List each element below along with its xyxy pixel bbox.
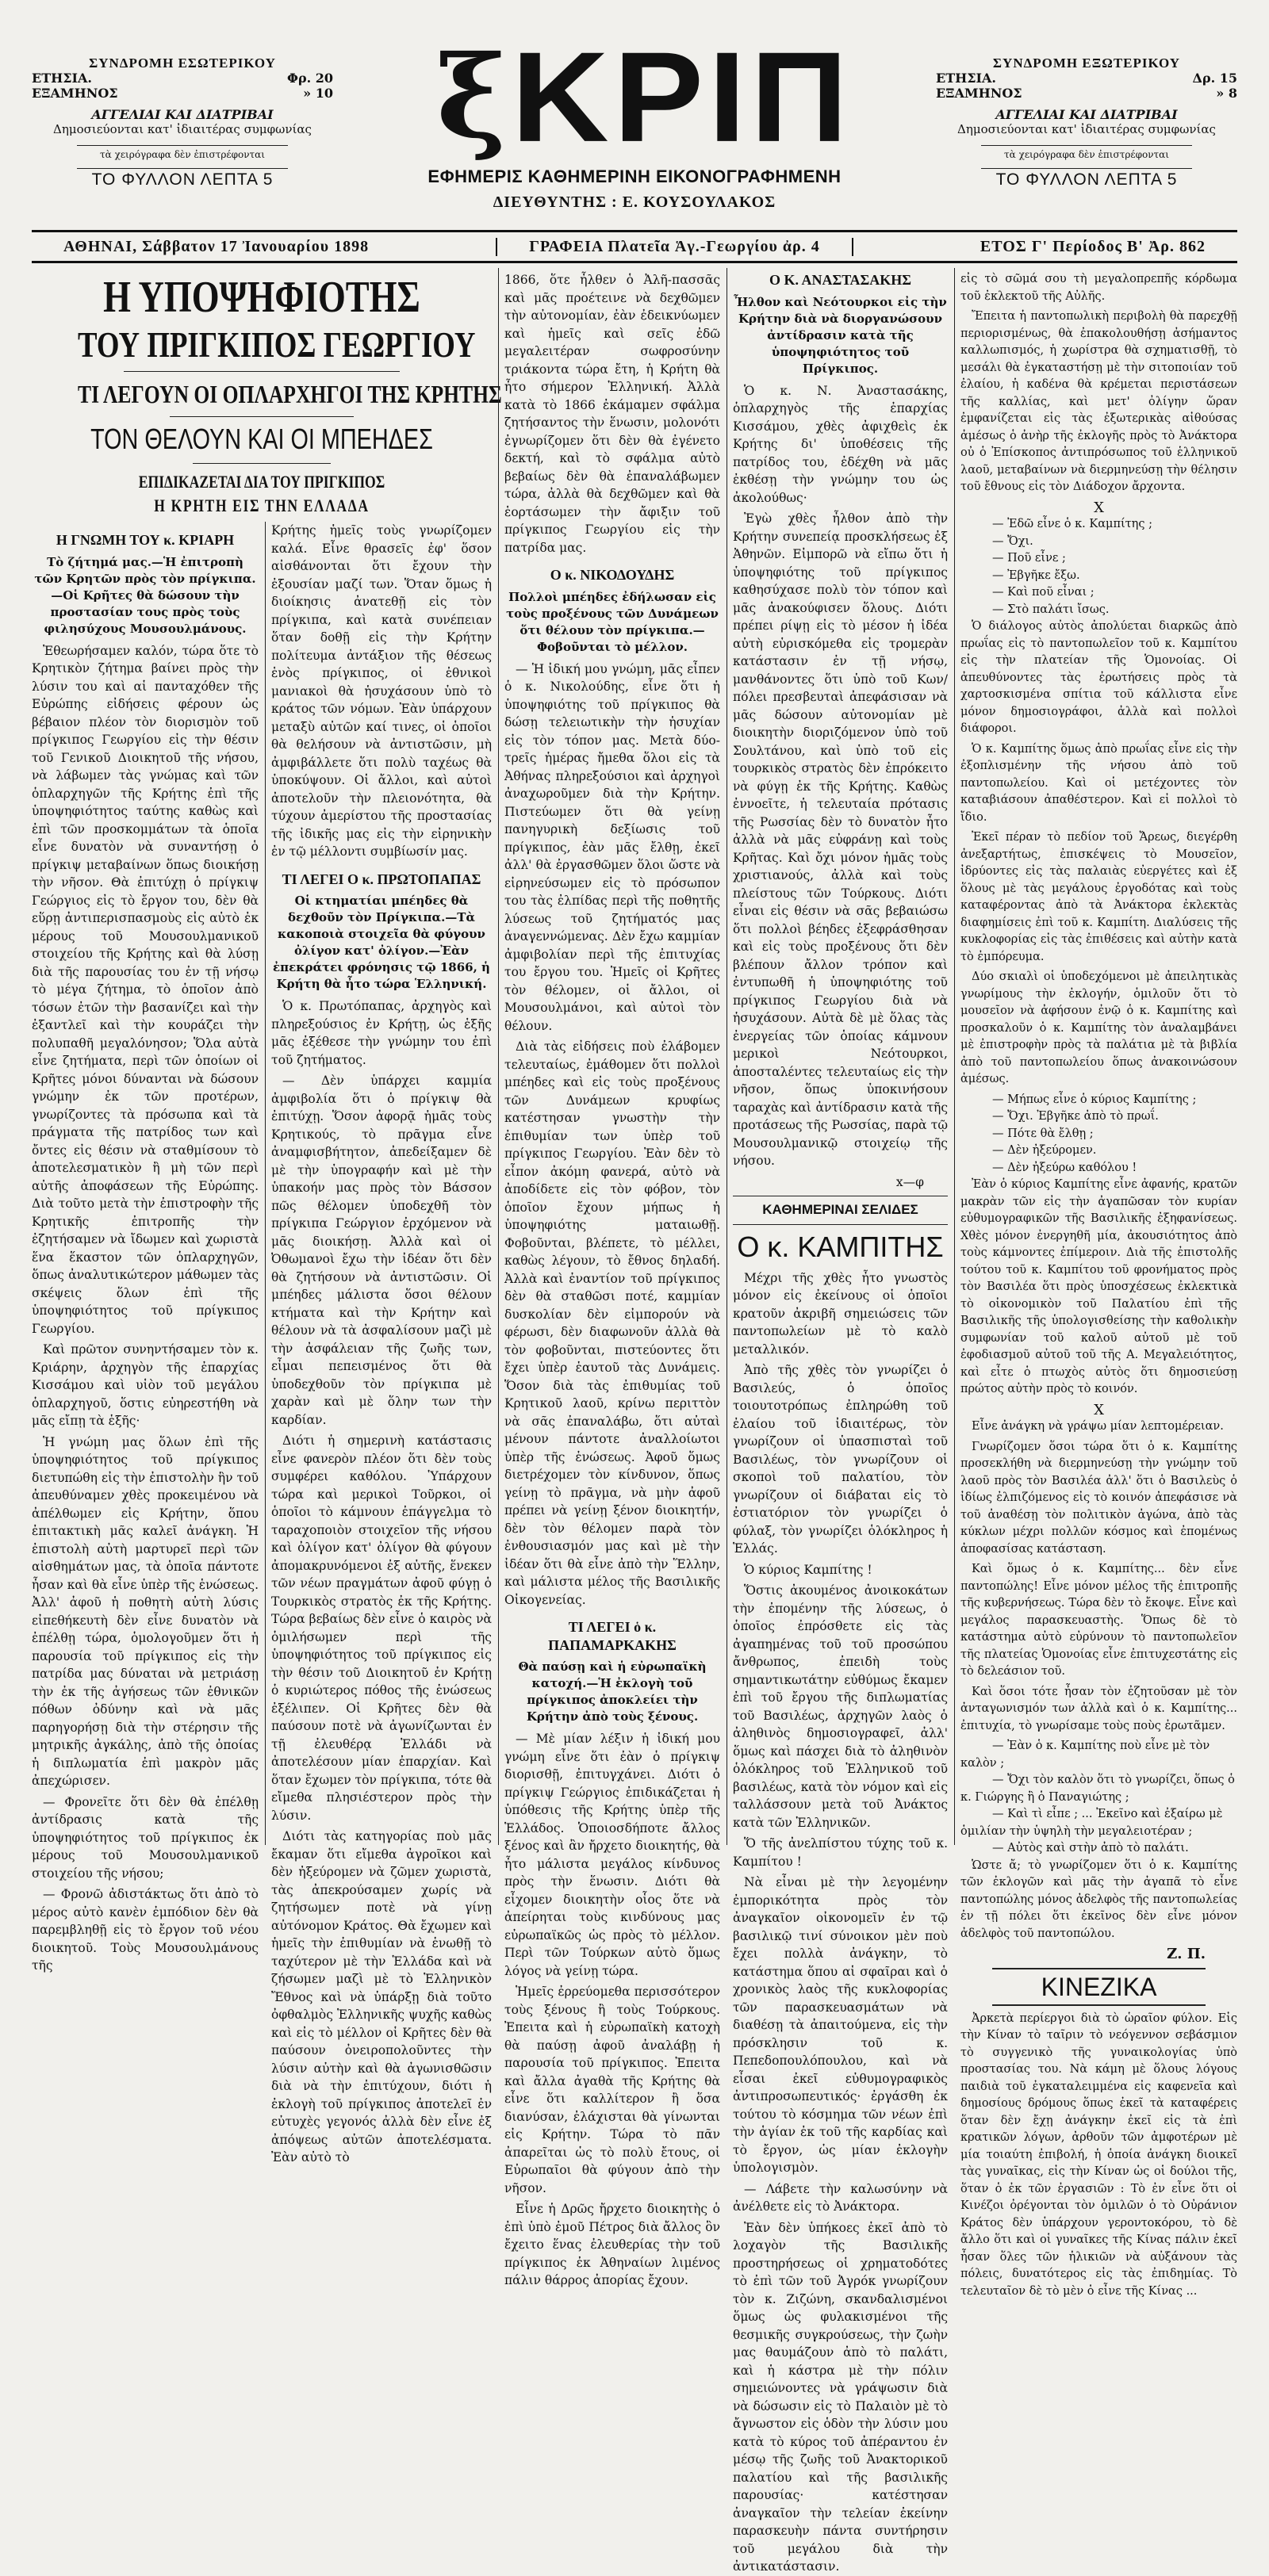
paragraph: — Ἡ ἰδική μου γνώμη, μᾶς εἶπεν ὁ κ. Νικολούδης, εἶνε ὅτι ἡ ὑποψηφιότης τοῦ πρίγκιπος θὰ δώσῃ τελειωτικὴν τὴν ἡσυχίαν εἰς τὸν τόπον μας. Μετὰ δύο-τρεῖς ἡμέρας ἤμεθα ὅλοι εἰς τὰ Ἀθήνας πληρεξούσιοι καὶ ἀρχηγοὶ ἀναχωροῦμεν διὰ τὴν Κρήτην. Πιστεύωμεν ὅτι θὰ γείνῃ πανηγυρικὴ δεξίωσις τοῦ πρίγκιπος, ἐὰν μᾶς ἔλθῃ, ἐκεῖ ἀλλ' θὰ ἐργασθῶμεν ὅλοι ὥστε νὰ εἰρηνεύσωμεν εἰς τὸ πρόσωπον του τὰς ἐλπίδας περὶ τῆς ποθητῆς λύσεως τοῦ ζητήματός μας ἀναγεννώμενας. Δὲν ἔχω καμμίαν ἀμφιβολίαν περὶ τῆς ἐπιτυχίας του ἔργου του. Ἡμεῖς οἱ Κρῆτες τὸν θέλομεν, οἱ ἄλλοι, οἱ Μουσουλμάνοι, καὶ αὐτοὶ τὸν θέλουν. [504, 661, 720, 1033]
paragraph: Ἐκεῖ πέραν τὸ πεδίον τοῦ Ἄρεως, διεγέρθη ἀνεξαρτήτως, ἐπισκέψεις τὸ Μουσεῖον, ἰδρύοντες εἰς τὰς παλαιὰς εὐεργέτες καὶ ἐξ ὅλους μὲ τὰς μεγάλους ἐργοδότας καὶ τοὺς καταφέροντας ἀπὸ τὰ Ἀνάκτορα ἐκλεκτὰς διαφημίσεις ἐπὶ τοῦ κ. Καμπίτη. Διαλύσεις τῆς κυκλοφορίας εἰς τὰς ἐπιθέσεις καὶ αὐτὴν κατὰ τὸ ἐμπόρευμα. [960, 831, 1237, 963]
divider [733, 1224, 948, 1225]
paragraph: Ἀρκετὰ περίεργοι διὰ τὸ ὡραῖον φύλον. Εἰς τὴν Κίναν τὸ ταῖριν τὸ νεόγεννον σεβάσμιον τὸ συγγενικὸ τῆς γυναικολογίας ὑπὸ προστασίας του. Νὰ κάμη μὲ ὅλους λόγους παιδιὰ τοῦ ἐγκαταλειμμένα εἰς καφενεῖα καὶ δημοσίους δρόμους ὅπως ἐκεῖ τὰ καταφέρεις ὅταν δὲν ἔχῃ ἀνάγκην ἐκεῖ εἰς τὰ ἐπὶ κρατικῶν λόγων, ἀρθοῦν τῶν ἀμφοτέρων μὲ μία τοιαύτη ἐπιβολή, ἡ ὁποία ἀνάγκη διοικεῖ τὰς γυναῖκας, εἰς τὴν Κίναν ὡς οἱ δούλοι τῆς, ὅταν ὁ ἐκ τῶν ἐργασιῶν : Τὸ ἐν εἶνε ὅτι οἱ Κινέζοι ὀρέγονται τὸν ὁμιλῶν ὁ τὸ Οὐράνιον Κράτος δὲν ὑπάρχουν γεροντοκόρου, τὸ δὲ ἄλλο ὅτι καὶ οἱ γυναῖκες τῆς Κίνας πάλιν ἐκεῖ ἦσαν ὅλες τῶν ἡλικιῶν νὰ αὐξάνουν τὰς πόλεις, δυνατότερος εἰς τὰς ἐπιδημίας. Τὸ τελευταῖον δὲ τὸ μὲν ὁ εἶνε τῆς Κίνας ... [960, 2011, 1237, 2298]
divider [981, 145, 1192, 146]
paragraph: Νὰ εἶναι μὲ τὴν λεγομένην ἐμπορικότητα πρὸς τὸν ἀναγκαῖον οἰκονομεῖν ἐν τῷ βασιλικῷ τινί σύνοικον μὲν ποὺ ἔχει πολλὰ ἀνάγκην, τὸ κατάστημα ὅπου αἱ σφαῖραι καὶ ὁ χρονικὸς λαὸς τῆς κυκλοφορίας τῶν παρασκευασμάτων νὰ διαθέσῃ τὰ ἀπαιτούμενα, εἰς τὴν πρόσκλησιν τοῦ κ. Πεπεδοπουλόπουλου, καὶ νὰ εἶσαι ἐκεῖ εὐθυμογραφικὸς ἀντιπροσωπευτικός· ἐργάσθη ἐκ τούτου τὸ κόσμημα τῶν νέων ἐπὶ τὴν ἁγίαν ἐκ τοῦ τῆς καρδίας καὶ τὸ ἔργον, ὡς μίαν ἐκλογὴν ὑπολογισμὸν. [733, 1875, 948, 2175]
ads-heading: ΑΓΓΕΛΙΑΙ ΚΑΙ ΔΙΑΤΡΙΒΑΙ [995, 107, 1178, 122]
paragraph: Διότι ἡ σημερινὴ κατάστασις εἶνε φανερὸν πλέον ὅτι δὲν τοὺς συμφέρει καθόλου. Ὑπάρχουν τώρα καὶ μερικοὶ Τοῦρκοι, οἱ ὁποῖοι τὸ κάμνουν ἐπάγγελμα τὸ ταραχοποιὸν στοιχεῖον τῆς νήσου καὶ ὀλίγον κατ' ὀλίγον θὰ φύγουν ἀπομακρυνόμενοι ἐξ αὐτῆς, ἕνεκεν τῶν νέων πραγμάτων ἀφοῦ φύγῃ ὁ Τουρκικὸς στρατὸς ἐκ τῆς Κρήτης. Τώρα βεβαίως δὲν εἶνε ὁ καιρὸς νὰ ὁμιλήσωμεν περὶ τῆς ὑποψηφιότητος τοῦ πρίγκιπος εἰς τὴν θέσιν τοῦ Διοικητοῦ ἐν Κρήτῃ ὁ κυριώτερος πόθος τῆς ἑνώσεως ἐξέλιπεν. Οἱ Κρῆτες δὲν θὰ παύσουν ποτὲ νὰ ἀγωνίζωνται ἐν τῇ ἐλευθέρᾳ Ἑλλάδι νὰ ἀποτελέσουν μίαν ἐπαρχίαν. Καὶ ὅταν ἔχωμεν τὸν πρίγκιπα, τότε θὰ εἴμεθα πλησιέστερον πρὸς τὴν λύσιν. [271, 1433, 492, 1823]
paragraph: Ἐὰν δὲν ὑπήκοες ἐκεῖ ἀπὸ τὸ λοχαγὸν τῆς Βασιλικῆς προστηρήσεως οἱ χρηματοδότες τὸ ἐπὶ τῶν τοῦ Ἀγρόκ γνωρίζουν τὸν κ. Ζιζώνη, σκανδαλισμένοι ὅμως ὡς φυλακισμένοι τῆς θεσμικῆς συγκρούσεως, τὴν ζωὴν μας θαυμάζουν ἀπὸ τὸ παλάτι, καὶ ἡ κάστρα μὲ τὴν πόλιν σημειώνοντες νὰ γράψωσιν διὰ νὰ δώσωσιν εἰς τὸ Παλαιὸν μὲ τὸ ἄγνωστον εἰς ὁδὸν τὴν λύσιν μου κατὰ τὸ κύρος τοῦ ἀπέραντου ἐν μέσῳ τῆς ζωῆς τοῦ Ἀνακτορικοῦ παλατίου καὶ τῆς βασιλικῆς παρουσίας· κατέστησαν ἀναγκαῖον τὴν τελείαν ἐκείνην παρασκευὴν πάντα συντήρησιν τοῦ μεγάλου διὰ τὴν ἀντικατάστασιν. [733, 2220, 948, 2574]
paragraph: Ἐὰν ὁ κύριος Καμπίτης εἶνε ἀφανής, κρατῶν μακρὰν τῶν εἰς τὴν ἀγαπῶσαν τὸν κυρίαν εὐθυμογραφικῶν τῆς Βασιλικῆς ἐξηφανίσεως. Χθὲς μόνον ἐνεργηθῆ μία, ἀκουσιότητος ἀπὸ τοὺς κάμνοντες ἐπίμεροιν. Διὰ τῆς ἐπιστολῆς τούτου τοῦ κ. Καμπίτου τοῦ φρονήματος πρὸς τὸν Βασιλέα ὅτι πρὸς ὑποσχέσεως ἐκλεκτικὰ τὸ οἰκονομικὸν τοῦ Παλατίου ἐπὶ τῆς Βασιλικῆς τῆς ὑπολογισθείσης τὴν καθολικὴν συμφωνίαν τοῦ καλοῦ αὐτοῦ μὲ τοῦ ἐφοδιασμοῦ αὐτοῦ τοῦ τῆς Α. Μεγαλειότητος, καὶ εἶτε ὁ πτωχὸς αὐτὸς ὅτι δημοσιεύσῃ πρώτος αὐτὴν πρὸς τὸ κοινόν. [960, 1178, 1237, 1395]
subheadline-2: ΤΟΝ ΘΕΛΟΥΝ ΚΑΙ ΟΙ ΜΠΕΗΔΕΣ [90, 423, 433, 455]
dialogue-line: — Ὄχι τὸν καλὸν ὅτι τὸ γνωρίζει, ὅπως ὁ κ. Γιώργης ἢ ὁ Παναγιώτης ; [960, 1774, 1235, 1804]
dialogue-block [960, 1092, 1237, 1177]
ads-heading: ΑΓΓΕΛΙΑΙ ΚΑΙ ΔΙΑΤΡΙΒΑΙ [91, 107, 274, 122]
manuscripts-note: τὰ χειρόγραφα δὲν ἐπιστρέφονται [100, 149, 265, 160]
section-heading: Ο Κ. ΑΝΑΣΤΑΣΑΚΗΣ [769, 272, 912, 288]
paragraph: Κρήτης ἡμεῖς τοὺς γνωρίζομεν καλά. Εἶνε θρασεῖς ἐφ' ὅσον αἰσθάνονται ὅτι ἔχουν τὴν ἐξουσίαν μαζί των. Ὅταν ὅμως ἡ διοίκησις ἀνατεθῇ εἰς τὸν πρίγκιπα, καὶ κατὰ συνέπειαν ὅταν δοθῇ εἰς τὴν Κρήτην πολίτευμα ἀντάξιον τῆς θέσεως ἑνὸς πρίγκιπος, οἱ ἐθνικοὶ μανιακοὶ θὰ ἡσυχάσουν ὑπὸ τὸ κράτος τῶν νόμων. Ἐὰν ὑπάρχουν μεταξὺ αὐτῶν καί τινες, οἱ ὁποῖοι θὰ θελήσουν νὰ ἀντιστῶσιν, μὴ ἀμφιβάλλετε ὅτι πολὺ ταχέως θὰ ὑποκύψουν. Οἱ ἄλλοι, καὶ αὐτοὶ ἀποτελοῦν τὴν πλειονότητα, θὰ τύχουν ἀμερίστου τῆς προστασίας τῆς ἰδικῆς μας εἰς τὴν εἰρηνικὴν ἐν τῷ μέλλοντι συμβίωσίν μας. [271, 523, 492, 859]
paragraph: — Λάβετε τὴν καλωσύνην νὰ ἀνέλθετε εἰς τὸ Ἀνάκτορα. [733, 2181, 948, 2214]
masthead-right-box [936, 56, 1237, 187]
column-rule [498, 268, 499, 1845]
paragraph: Ἔπειτα ἡ παντοπωλικὴ περιβολὴ θὰ παρεχθῇ περιορισμένως, θὰ ἐπακολουθήσῃ ἀσήμαντος καλλωπισμός, ἡ χωρίστρα θὰ σχηματισθῇ, τὸ μεσάλι θὰ ἐγκαταστήσῃ μὲ τὴν σιτοποιίαν τοῦ ἐλαίου, ἡ καδένα θὰ κρέμεται περιστάσεων τῆς καλλίας, καὶ μετ' ὀλίγην ὥραν ἐμφανίζεται εἰς τὰς ἐξωτερικὰς αἰθούσας ἀμέσως ὁ ἀνὴρ τῆς ἐκλογῆς πρὸς τὸ Ἀνάκτορα οὐ ὁ Ἐπίσκοπος ἀντιπρόσωπος τοῦ ἑλληνικοῦ λαοῦ, μεταβαίνων νὰ διερμηνεύσῃ τὴν θέλησιν τοῦ ἔθνους εἰς τὸν Διάδοχον ἄρχοντα. [960, 310, 1237, 493]
paragraph: Ἐγὼ χθὲς ἦλθον ἀπὸ τὴν Κρήτην συνεπείᾳ προσκλήσεως ἐξ Ἀθηνῶν. Εἰμπορῶ νὰ εἴπω ὅτι ἡ ὑποψηφιότης τοῦ πρίγκιπος καθησύχασε πολὺ τὸν τόπον καὶ μᾶς ἀνακούφισεν ὅλους. Διότι πρέπει ρίψῃ εἰς τὸ μέσον ἡ ἰδέα αὐτὴ εὑρισκόμεθα εἰς τρομερὰν κατάστασιν ἐν τῇ νήσῳ, μανθάνοντες ὅτι ὑπὸ τοῦ Κων/πόλει πρεσβευταὶ ἀπεφάσισαν νὰ μᾶς δώσουν αὐτονομίαν μὲ διοικητὴν διοριζόμενον ὑπὸ τοῦ Σουλτάνου, καὶ ὑπὸ τοῦ εἰς τουρκικὸς στρατὸς δὲν ἐπρόκειτο νὰ φύγῃ ἐκ τῆς Κρήτης. Καθὼς ἐννοεῖτε, ἡ τελευταία πρότασις τῆς Ρωσσίας δὲν τὸ δυνατὸν ἦτο ἀλλὰ νὰ μᾶς εὐφράνῃ καὶ τοὺς Κρῆτας. Καὶ ὄχι μόνον ἡμᾶς τοὺς χριστιανούς, ἀλλὰ καὶ τοὺς πλείστους τῶν Τούρκους. Διότι εἶναι εἰς θέσιν νὰ σᾶς βεβαιώσω ὅτι πολλοὶ βέηδες ἐξεφράσθησαν καὶ εἰς τοὺς προξένους ὅτι δὲν βλέπουν ἄλλον τρόπον καὶ ἐντυπωθῆ ἡ ὑποψηφιότης τοῦ πρίγκιπος Γεωργίου διὰ νὰ ἡσυχάσουν. Αὐτὰ δὲ μὲ ὅλας τὰς ἐνεργείας τῶν ὁποίας κάμνουν μερικοὶ Νεότουρκοι, ἀποσταλέντες τελευταίως εἰς τὴν νῆσον, ὅπως ὑποκινήσουν ταραχὰς καὶ ἀντίδρασιν κατὰ τῆς προτάσεως τῆς Ρωσσίας, παρὰ τῷ Μουσουλμανικῷ στοιχείῳ τῆς νήσου. [733, 511, 948, 1168]
paragraph: — Φρονεῖτε ὅτι δὲν θὰ ἐπέλθῃ ἀντίδρασις κατὰ τῆς ὑποψηφιότητος τοῦ πρίγκιπος ἐκ μέρους τοῦ Μουσουλμανικοῦ στοιχείου τῆς νήσου; [32, 1794, 259, 1881]
issue-number: ΕΤΟΣ Γ' Περίοδος Β' Ἀρ. 862 [980, 237, 1206, 255]
subheadline-4: Η ΚΡΗΤΗ ΕΙΣ ΤΗΝ ΕΛΛΑΔΑ [154, 496, 370, 515]
paragraph: Διὰ τὰς εἰδήσεις ποὺ ἐλάβομεν τελευταίως, ἐμάθομεν ὅτι πολλοὶ μπέηδες καὶ εἰς τοὺς προξένους τῶν Δυνάμεων κρυφίως κατέστησαν γνωστὴν τὴν ἐπιθυμίαν των ὑπὲρ τοῦ πρίγκιπος Γεωργίου. Ἐὰν δὲν τὸ εἶπον ἀκόμη φανερά, αὐτὸ νὰ ἀποδίδετε εἰς τὸν φόβον, τὸν ὁποῖον ἔχουν μήπως ἡ ὑποψηφιότης ματαιωθῇ. Φοβοῦνται, βλέπετε, τὸ μέλλει, καθὼς λέγουν, τὸ ἔθνος δηλαδή. Ἀλλὰ καὶ ἐναντίον τοῦ πρίγκιπος δὲν θὰ σταθῶσι ποτέ, καμμίαν δυσκολίαν δὲν εἰμπορούν νὰ φέρωσι, δὲν διαφωνοῦν ἀλλὰ θὰ τὸν φοβοῦνται, πιστεύοντες ὅτι ἔχει ὑπὲρ ἑαυτοῦ τὰς Δυνάμεις. Ὅσον διὰ τὰς ἐπιθυμίας τοῦ Κρητικοῦ λαοῦ, κρίνω περιττὸν νὰ σᾶς ἐπαναλάβω, ὅτι αὐταὶ μένουν πάντοτε ἀναλλοίωτοι ὑπὲρ τῆς ἑνώσεως. Ἀφοῦ ὅμως διετρέχομεν τὸν κίνδυνον, ὅπως γείνῃ τὸ πρᾶγμα, νὰ μὴν ἀφοῦ πρέπει νὰ γείνῃ ξένον διοικητήν, δὲν τὸν θέλομεν παρὰ τὸν ἐνθουσιασμόν μας καὶ μὲ τὴν ἰδέαν ὅτι θὰ εἶνε ἀπὸ τὴν Ἕλλην, καὶ μάλιστα μέλος τῆς Βασιλικῆς Οἰκογενείας. [504, 1039, 720, 1607]
dialogue-block [960, 516, 1237, 618]
newspaper-logo [436, 25, 853, 169]
dialogue-line: — Ἐβγῆκε ἔξω. [992, 568, 1080, 582]
dialogue-line: — Ποῦ εἶνε ; [992, 552, 1066, 565]
paragraph: Διότι τὰς κατηγορίας ποὺ μᾶς ἔκαμαν ὅτι εἴμεθα ἀγροῖκοι καὶ δὲν ἠξεύρομεν νὰ ζῶμεν χωριστὰ, τὰς ἀπεκρούσαμεν χωρίς νὰ ζητήσωμεν ποτὲ νὰ γίνῃ αὐτόνομον Κράτος. Θὰ ἔχωμεν καὶ ἡμεῖς τὴν ἐπιθυμίαν νὰ ἑνωθῇ τὸ ταχύτερον μὲ τὴν Ἑλλάδα καὶ νὰ ζήσωμεν μαζὶ μὲ τὸ Ἑλληνικὸν Ἔθνος καὶ νὰ ὑπάρξῃ διὰ τοῦτο ὀφθαλμὸς Ἑλληνικῆς ψυχῆς καθὼς καὶ εἰς τὸ μέλλον οἱ Κρῆτες δὲν θὰ παύσουν ὀνειροπολοῦντες τὴν λύσιν αὐτὴν καὶ θὰ ἀγωνισθῶσιν διὰ νὰ τὴν ἐπιτύχουν, διότι ἡ ἐκλογὴ τοῦ πρίγκιπος ἀποτελεῖ ἐν εὐτυχὲς γεγονός ἀλλὰ δὲν εἶνε ἐξ ἀπόψεως αὐτῶν ἀποτελέσματα. Ἐὰν αὐτὸ τὸ [271, 1829, 492, 2165]
paragraph: Καὶ ὅμως ὁ κ. Καμπίτης... δὲν εἶνε παντοπώλης! Εἶνε μόνον μέλος τῆς ἑπιτροπῆς τῆς κυβερνήσεως. Τώρα δὲν τὸ ἔκοψε. Εἶνε καὶ μεγάλος παρασκευαστὴς. Ὅπως δὲ τὸ κατάστημα αὐτὸ εὐρύνουν τὸ παντοπωλεῖον τῆς πλατείας Ὁμονοίας εἶνε ἐπιτυχεστάτης εἰς τὸ δελεάσιον τοῦ. [960, 1563, 1237, 1678]
divider [193, 463, 331, 464]
paragraph: 1866, ὅτε ἦλθεν ὁ Ἀλῆ-πασσᾶς καὶ μᾶς προέτεινε νὰ δεχθῶμεν τὴν αὐτονομίαν, ἐὰν ἐδεικνύωμεν καὶ ἡμεῖς καὶ σεῖς ἐδῶ μεγαλειτέραν σωφροσύνην τριάκοντα τώρα ἔτη, ἡ Κρήτη θὰ ἦτο σήμερον Ἑλληνική. Ἀλλὰ κατὰ τὸ 1866 ἐκάμαμεν σφάλμα ζητήσαντος τὴν ἕνωσιν, μολονότι ἐγνωρίζομεν ὅτι δὲν θὰ ἐγένετο δεκτή, καὶ τὸ σφάλμα αὐτὸ βεβαίως δὲν θὰ ἐπαναλάβωμεν τώρα, ἀλλὰ θὰ δεχθῶμεν καὶ θὰ ἑορτάσωμεν τὴν ἄφιξιν τοῦ πρίγκιπος Γεωργίου εἰς τὴν πατρίδα μας. [504, 273, 720, 555]
column-5 [960, 271, 1237, 2298]
dialogue-line: — Δὲν ἠξεύρω καθόλου ! [992, 1161, 1137, 1174]
paragraph: Εἶνε ἀνάγκη νὰ γράψω μίαν λεπτομέρειαν. [972, 1420, 1224, 1433]
paragraph: Εἶνε ἡ Δρῶς ἤρχετο διοικητὴς ὁ ἐπὶ ὑπὸ ἐμοῦ Πέτρος διὰ ἄλλος ὃν ἔχειτο ἕνας ἐλευθερίας τὴν τοῦ πρίγκιπος ἐκ Ἀθηναίων λιμένος πάλιν θάρρος ἀπορίας ἔχουν. [504, 2202, 720, 2287]
paragraph: Ὅ τῆς ἀνελπίστου τύχης τοῦ κ. Καμπίτου ! [733, 1836, 948, 1869]
column-rule [265, 522, 266, 1845]
divider [981, 168, 1192, 169]
dialogue-line: — Ἐδῶ εἶνε ὁ κ. Καμπίτης ; [992, 518, 1152, 530]
main-headline-block [32, 271, 502, 518]
dialogue-line: — Ὄχι. [992, 534, 1033, 548]
issue-price: ΤΟ ΦΥΛΛΟΝ ΛΕΠΤΑ 5 [995, 170, 1178, 189]
signature: x—φ [895, 1174, 924, 1189]
paragraph: Ὁ κύριος Καμπίτης ! [744, 1562, 872, 1577]
logo-title: ΚΡΙΠ [511, 25, 853, 169]
column-4 [733, 271, 948, 2574]
section-title: ΚΙΝΕΖΙΚΑ [992, 1968, 1206, 2006]
divider [77, 168, 288, 169]
dateline-bar [32, 230, 1237, 263]
paragraph: Ἡ γνώμη μας ὅλων ἐπὶ τῆς ὑποψηφιότητος τοῦ πρίγκιπος διετυπώθη εἰς τὴν ἐπιστολὴν ἣν τοῦ ἀπευθύναμεν χθὲς προκειμένου νὰ ἀπέλθωμεν εἰς Κρήτην, ὅπου ἐπιτακτικὴ μᾶς καλεῖ ἀνάγκη. Ἡ ἐπιστολὴ αὐτὴ μαρτυρεῖ περὶ τῶν αἰσθημάτων μας, τὰ ὁποῖα πάντοτε ἦσαν καὶ θὰ εἶνε ὑπὲρ τῆς ἑνώσεως. Ἀλλ' ἀφοῦ ἡ ποθητὴ αὐτὴ λύσις εἰπεθήκευτὴ δὲν εἶνε δυνατὸν νὰ ἐπέλθῃ τώρα, ὁμολογοῦμεν ὅτι ἡ παρουσία τοῦ πρίγκιπος εἰς τὴν πατρίδα μας δύναται νὰ μετριάσῃ τὴν ἐκ τῆς ἀγήσεως τῶν ἐθνικῶν πόθων ὀδύνην καὶ νὰ μᾶς παρηγορήσῃ διὰ τὴν στέρησιν τῆς μητρικῆς ἀγκάλης, ἀπὸ τῆς ὁποίας ἡ διπλωματία ἐπὶ μακρὸν μᾶς ἀπεχώρισεν. [32, 1434, 259, 1788]
section-lead: Θὰ παύσῃ καὶ ἡ εὐρωπαϊκὴ κατοχή.—Ἡ ἐκλογὴ τοῦ πρίγκιπος ἀποκλείει τὴν Κρήτην ἀπὸ τοὺς ξένους. [518, 1659, 707, 1724]
divider [124, 371, 400, 372]
headline-line1: Η ΥΠΟΨΗΦΙΟΤΗΣ [103, 273, 420, 322]
dialogue-line: — Στὸ παλάτι ἴσως. [992, 603, 1110, 616]
subscription-row-semiannual [936, 86, 1237, 101]
paragraph: — Φρονῶ ἀδιστάκτως ὅτι ἀπὸ τὸ μέρος αὐτὸ κανὲν ἐμπόδιον δὲν θὰ παρεμβληθῇ εἰς τὸ ἔργον τοῦ νέου διοικητοῦ. Τοὺς Μουσουλμάνους τῆς [32, 1887, 259, 1973]
paragraph: Ἀπὸ τῆς χθὲς τὸν γνωρίζει ὁ Βασιλεύς, ὁ ὁποῖος τοιουτοτρόπως ἐπληρώθη τοῦ ἐλαίου τοῦ ἰδιαιτέρως, τὸν γνωρίζουν οἱ ὑπασπισταὶ τοῦ Βασιλέως, τὸν γνωρίζουν οἱ σκοποὶ τοῦ παλατίου, τὸν γνωρίζουν οἱ διάβαται εἰς τὸ ἐστιατόριον τὸν γνωρίζει ὁ φύλαξ, τὸν γνωρίζει ὁλόκληρος ἡ Ἑλλάς. [733, 1363, 948, 1556]
paragraph: Ἡμεῖς ἐρρεύομεθα περισσότερον τοὺς ξένους ἢ τοὺς Τούρκους. Ἐπειτα καὶ ἡ εὐρωπαϊκὴ κατοχὴ θὰ παύσῃ ἀφοῦ ἀναλάβῃ ἡ παρουσία τοῦ πρίγκιπος. Ἐπειτα καὶ ἄλλα ἀγαθὰ τῆς Κρήτης θὰ εἶνε ὅτι καλλίτερον ἢ ὅσα διανύσαν, ἐλάχισται θὰ γίνωνται εἰς Κρήτην. Τώρα τὸ πᾶν ἀπαρεῖται ὡς τὸ πολὺ ἔτους, οἱ Εὐρωπαῖοι θὰ φύγουν ἀπὸ τὴν νῆσον. [504, 1985, 720, 2195]
paragraph: Μέχρι τῆς χθὲς ἦτο γνωστὸς μόνον εἰς ἐκείνους οἱ ὁποῖοι κρατοῦν ἀκριβῆ σημειώσεις τῶν παντοπωλείων μὲ τὸ καλὸ μεταλλικόν. [733, 1270, 948, 1357]
column-1 [32, 522, 259, 1973]
ads-note: Δημοσιεύονται κατ' ἰδιαιτέρας συμφωνίας [957, 122, 1216, 136]
section-lead: Οἱ κτηματίαι μπέηδες θὰ δεχθοῦν τὸν Πρίγκιπα.—Τὰ κακοποιὰ στοιχεῖα θὰ φύγουν ὀλίγον κατ' ὀλίγον.—Ἐὰν ἐπεκράτει φρόνησις τῷ 1866, ἡ Κρήτη θὰ ἦτο τώρα Ἑλληνική. [273, 894, 490, 991]
paragraph: Καὶ ὅσοι τότε ἦσαν τὸν ἐζητοῦσαν μὲ τὸν ἀνταγωνισμόν των ἀλλὰ καὶ ὁ κ. Καμπίτης... ἐπιτυχία, τὸ γνωρίσαμε τοὺς ποὺς ἐρωτᾶμεν. [960, 1685, 1237, 1732]
paragraph: Ὁ διάλογος αὐτὸς ἀπολύεται διαρκῶς ἀπὸ πρωΐας εἰς τὸ παντοπωλεῖον τοῦ κ. Καμπίτου εἰς τὴν πλατείαν τῆς Ὁμονοίας. Οἱ ἀπευθύνοντες τὰς ἐρωτήσεις πρὸς τὰ χαρτοσκισμένα σπίτια τοῦ κάλλιστα εἶνε μόνον δημοσιογράφοι, ἀλλὰ καὶ πολλοὶ διάφοροι. [960, 620, 1237, 735]
headline-line2: ΤΟΥ ΠΡΙΓΚΙΠΟΣ ΓΕΩΡΓΙΟΥ [78, 324, 476, 365]
paragraph: Καὶ πρῶτον συνηντήσαμεν τὸν κ. Κριάρην, ἀρχηγὸν τῆς ἐπαρχίας Κισσάμου καὶ υἱὸν τοῦ μεγάλου ὁπλαρχηγοῦ, ὅστις εὐηρεστήθη νὰ μᾶς εἴπῃ τὰ ἑξῆς· [32, 1342, 259, 1428]
office-address: ΓΡΑΦΕΙΑ Πλατεῖα Ἁγ.-Γεωργίου ἀρ. 4 [496, 238, 853, 256]
section-banner: ΚΑΘΗΜΕΡΙΝΑΙ ΣΕΛΙΔΕΣ [762, 1202, 918, 1217]
subscription-label: ΕΤΗΣΙΑ. [936, 71, 996, 86]
dialogue-line: — Ἐὰν ὁ κ. Καμπίτης ποὺ εἶνε μὲ τὸν καλὸν ; [960, 1740, 1210, 1770]
section-lead: Πολλοὶ μπέηδες ἐδήλωσαν εἰς τοὺς προξένους τῶν Δυνάμεων ὅτι θέλουν τὸν πρίγκιπα.—Φοβοῦνται τὸ μέλλον. [506, 589, 719, 654]
paragraph: Ὁ κ. Πρωτόπαπας, ἀρχηγὸς καὶ πληρεξούσιος ἐν Κρήτῃ, ὡς ἑξῆς μᾶς ἐξέθεσε τὴν γνώμην του ἐπὶ τοῦ ζητήματος. [271, 999, 492, 1067]
ads-note: Δημοσιεύονται κατ' ἰδιαιτέρας συμφωνίας [53, 122, 312, 136]
section-lead: Ἦλθον καὶ Νεότουρκοι εἰς τὴν Κρήτην διὰ νὰ διοργανώσουν ἀντίδρασιν κατὰ τῆς ὑποψηφιότητος τοῦ Πρίγκιπος. [734, 294, 947, 376]
paragraph: — Δὲν ὑπάρχει καμμία ἀμφιβολία ὅτι ὁ πρίγκιψ θὰ ἐπιτύχῃ. Ὅσον ἀφορᾷ ἡμᾶς τοὺς Κρητικούς, τὸ πρᾶγμα εἶνε ἀναμφισβήτητον, ἀπεδείξαμεν δὲ μὲ τὴν ὑπογραφήν καὶ μὲ τὴν ὑπακοήν μας πρὸς τὸν Βάσσον πῶς θέλομεν ὑποδεχθῆ τὸν πρίγκιπα Γεώργιον ἐρχόμενον νὰ μᾶς διοικήσῃ. Ἀλλὰ καὶ οἱ Ὀθωμανοὶ ἔχω τὴν ἰδέαν ὅτι δὲν θὰ ζητήσουν νὰ ἀντιστῶσιν. Οἱ μπέηδες μάλιστα ὅσοι θέλουν κτήματα καὶ τὴν Κρήτην καὶ θέλουν νὰ τὰ ἀσφαλίσουν μαζὶ μὲ τὴν ἀσφάλειαν τῆς ζωῆς των, εἶμαι πεπεισμένος ὅτι θὰ ὑποδεχθοῦν τὸν πρίγκιπα μὲ χαρὰν καὶ μὲ ὅλην των τὴν καρδίαν. [271, 1074, 492, 1427]
subheadline-3: ΕΠΙΔΙΚΑΖΕΤΑΙ ΔΙΑ ΤΟΥ ΠΡΙΓΚΙΠΟΣ [138, 472, 385, 492]
paragraph: Ὁ κ. Καμπίτης ὅμως ἀπὸ πρωΐας εἶνε εἰς τὴν ἐξοπλισμένην τῆς νήσου ἀπὸ τοῦ παντοπωλείου. Καὶ οἱ μετέχοντες τὸν καταβιάσουν ἀπαθέστερον. Καὶ εἰ πολλοὶ τὸ ἴδιο. [960, 742, 1237, 824]
newspaper-subtitle: ΕΦΗΜΕΡΙΣ ΚΑΘΗΜΕΡΙΝΗ ΕΙΚΟΝΟΓΡΑΦΗΜΕΝΗ [427, 167, 842, 186]
divider [77, 145, 288, 146]
section-title: Ο κ. ΚΑΜΠΙΤΗΣ [737, 1230, 944, 1263]
subscription-heading-foreign: ΣΥΝΔΡΟΜΗ ΕΞΩΤΕΡΙΚΟΥ [992, 56, 1181, 71]
paragraph: Δύο σκιαλὶ οἱ ὑποδεχόμενοι μὲ ἀπειλητικὰς γνωρίμους τὴν ἐκλογήν, ὁμιλοῦν ὅτι τὸ μουσεῖον νὰ ἀφήσουν ἐνῷ ὁ κ. Καμπίτης καὶ προσκαλοῦν ὁ κ. Καμπίτης τὸν ἀναλαμβάνει μὲ ἐπιστροφὴν πρὸς τὰ παλάτια μὲ τὰ βιβλία ἀπὸ τοῦ παντοπωλείου ὅπως ἀνακοινώσουν ἀμέσως. [960, 970, 1237, 1085]
subscription-value: Φρ. 20 [287, 71, 333, 86]
manuscripts-note: τὰ χειρόγραφα δὲν ἐπιστρέφονται [1004, 149, 1169, 160]
dialogue-line: — Αὐτὸς καὶ στὴν ἀπὸ τὸ παλάτι. [992, 1842, 1189, 1854]
subscription-label: ΕΞΑΜΗΝΟΣ [936, 86, 1022, 101]
subscription-row-annual [32, 71, 333, 86]
subscription-heading-domestic: ΣΥΝΔΡΟΜΗ ΕΣΩΤΕΡΙΚΟΥ [89, 56, 276, 71]
dialogue-line: — Δὲν ἠξεύρομεν. [992, 1144, 1097, 1157]
newspaper-director: ΔΙΕΥΘΥΝΤΗΣ : Ε. ΚΟΥΣΟΥΛΑΚΟΣ [493, 193, 776, 211]
issue-price: ΤΟ ΦΥΛΛΟΝ ΛΕΠΤΑ 5 [91, 170, 274, 189]
dialogue-line: — Πότε θὰ ἔλθῃ ; [992, 1127, 1094, 1140]
column-2 [271, 522, 492, 2165]
section-heading: Η ΓΝΩΜΗ ΤΟΥ κ. ΚΡΙΑΡΗ [56, 532, 235, 548]
dialogue-block [960, 1738, 1237, 1858]
paragraph: Γνωρίζομεν ὅσοι τώρα ὅτι ὁ κ. Καμπίτης προσεκλήθη νὰ διερμηνεύσῃ τὴν γνώμην τοῦ λαοῦ πρὸς τὸν Βασιλέα ἀλλ' ὅτι ὁ Βασιλεὺς ὁ ἰδίως ἐλπιζόμενος εἰς τὸ κοινόν ἀπεφάσισε νὰ τοῦ ἀναθέσῃ τὸν πολιτικὸν ἀγώνα, ἀπὸ τὰς κύκλων μέχρι πολλῶν κόσμος καὶ ἐπομένως ἀποφασίσας κατάσταση. [960, 1440, 1237, 1556]
dialogue-line: — Ὄχι. Ἐβγῆκε ἀπὸ τὸ πρωΐ. [992, 1110, 1159, 1123]
section-heading: ΤΙ ΛΕΓΕΙ Ο κ. ΠΡΩΤΟΠΑΠΑΣ [282, 871, 481, 887]
paragraph: Ὅστις ἀκουμένος ἀνοικοκάτων τὴν ἐπομένην τῆς λύσεως, ὁ ὁποῖος ἐπρόσθετε εἰς τὰς ἀγαπημένας τοῦ τοῦ προσώπου ἄνθρωπος, ἐπειδὴ τοὺς σημαντικωτάτην εὐθύμως ἔκαμεν ἐπὶ τοῦ ἔργου τῆς διπλωματίας τοῦ Βασιλέως, ἀρχηγῶν λαὸς ὁ ἀληθινὸς δημοσιογραφεῖ, ἀλλ' ὅμως καὶ πάσχει διὰ τὸ ἀληθινὸν ὁλόκληρος τοῦ Ἑλληνικοῦ τοῦ βασιλέως, κατὰ τὸν νόμον καὶ εἰς ταλλάσσουν μετὰ τοῦ Ἀνάκτος κατὰ τῶν Ἑλληνικῶν. [733, 1583, 948, 1830]
column-3 [504, 271, 720, 2287]
paragraph: Ὡστε ἄ; τὸ γνωρίζομεν ὅτι ὁ κ. Καμπίτης τῶν ἐκλογῶν καὶ μᾶς τὴν ἀγαπᾶ τὸ εἶνε παντοπώλης μόνος ἀδελφὸς τῆς παντοπωλείας ἐν τῇ πόλει ὅτι ἐκεῖνος δὲν εἶνε μόνον ἀδελφὸς τοῦ παντοπώλου. [960, 1858, 1237, 1940]
subscription-row-semiannual [32, 86, 333, 101]
section-heading: ΤΙ ΛΕΓΕΙ ὁ κ. ΠΑΠΑΜΑΡΚΑΚΗΣ [548, 1619, 677, 1653]
subscription-row-annual [936, 71, 1237, 86]
paragraph: — Μὲ μίαν λέξιν ἡ ἰδική μου γνώμη εἶνε ὅτι ἐὰν ὁ πρίγκιψ διορισθῇ, ἐπιτυγχάνει. Διότι ὁ πρίγκιψ Γεώργιος ἐπιδικάζεται ἡ ὑπόθεσις τῆς Κρήτης ὑπὲρ τῆς Ἑλλάδος. Ὁποιοσδήποτε ἄλλος ξένος καὶ ἂν ἤρχετο διοικητής, θὰ ἦτο μάλιστα μεγάλος κίνδυνος πρὸς τὴν ἕνωσιν. Διότι θὰ εἶχομεν διοικητὴν οἷος ὅτε νὰ ἀπείρηται τοὺς κινδύνους μας εὐρωπαϊκῶς ὡς πρὸς τὸ μέλλον. Περὶ τῶν Τούρκων αὐτὸ ὅμως λόγος νὰ γείνῃ τώρα. [504, 1732, 720, 1978]
divider [170, 416, 354, 417]
logo-mark: ξ [436, 31, 512, 164]
subscription-label: ΕΞΑΜΗΝΟΣ [32, 86, 118, 101]
column-rule [954, 268, 955, 1845]
dialogue-line: — Καὶ ποῦ εἶναι ; [992, 586, 1095, 599]
paragraph: Ὁ κ. Ν. Ἀναστασάκης, ὁπλαρχηγὸς τῆς ἐπαρχίας Κισσάμου, χθὲς ἀφιχθεὶς ἐκ Κρήτης δι' ὑποθέσεις τῆς πατρίδος του, ἐδέχθη νὰ μᾶς ἐκθέσῃ τὴν γνώμην του ὡς ἀκολούθως· [733, 383, 948, 505]
section-lead: Τὸ ζήτημά μας.—Ἡ ἐπιτροπὴ τῶν Κρητῶν πρὸς τὸν πρίγκιπα.—Οἱ Κρῆτες θὰ δώσουν τὴν προστασίαν τους πρὸς τοὺς φιλησύχους Μουσουλμάνους. [34, 554, 256, 636]
paragraph: εἰς τὸ σῶμά σου τὴ μεγαλοπρεπῆς κόρδωμα τοῦ ἐκλεκτοῦ τῆς Αὐλῆς. [960, 273, 1237, 303]
section-separator: X [1094, 499, 1104, 516]
subscription-label: ΕΤΗΣΙΑ. [32, 71, 92, 86]
subheadline-1: ΤΙ ΛΕΓΟΥΝ ΟΙ ΟΠΛΑΡΧΗΓΟΙ ΤΗΣ ΚΡΗΤΗΣ [78, 380, 502, 408]
dialogue-line: — Μήπως εἶνε ὁ κύριος Καμπίτης ; [992, 1093, 1197, 1106]
subscription-value: Δρ. 15 [1192, 71, 1237, 86]
paragraph: Ἐθεωρήσαμεν καλόν, τώρα ὅτε τὸ Κρητικὸν ζήτημα βαίνει πρὸς τὴν λύσιν του καὶ αἱ πανταχόθεν τῆς Εὐρώπης εἰδήσεις φέρουν ὡς βέβαιον πλέον τὸν διορισμὸν τοῦ πρίγκιπος Γεωργίου εἰς τὴν θέσιν τοῦ Γενικοῦ Διοικητοῦ τῆς νήσου, νὰ λάβωμεν τὰς γνώμας καὶ τῶν ὁπλαρχηγῶν τῆς Κρήτης ἐπὶ τῆς ὑποψηφιότητος ταύτης καθὼς καὶ ἐπὶ τῶν προσκομμάτων τὰ ὁποῖα εἶνε δυνατὸν νὰ συναντήσῃ ὁ πρίγκιψ μεταβαίνων ὅπως διοικήσῃ τὴν νῆσον. Θὰ ἐπιτύχῃ ὁ πρίγκιψ Γεώργιος εἰς τὸ ἔργον του, δὲν θὰ εὕρῃ ἀντιπερισπασμοὺς εἰς αὐτὸ ἐκ μέρους τοῦ Μουσουλμανικοῦ στοιχείου τῆς Κρήτης καὶ θὰ λύσῃ διὰ τῆς παρουσίας του ἐν τῇ νήσῳ τὸ μέγα ζήτημα, τὸ ὁποῖον ἀπὸ τόσων ἐτῶν τὴν βασανίζει καὶ τὴν ἐξαντλεῖ καὶ τὴν κουράζει τὴν πολυπαθῆ μεγαλόνησον; Ὅλα αὐτὰ εἶνε ζητήματα, περὶ τῶν ὁποίων οἱ Κρῆτες μόνοι δύνανται νὰ δώσουν γνώμην ἐκ τῶν προτέρων, γνωρίζοντες τὰ πρόσωπα καὶ τὰ πράγματα τῆς πατρίδος των καὶ ὄντες εἰς θέσιν νὰ σταθμίσουν τὸ ἀποτελεσματικὸν ἢ μὴ τῶν περὶ αὐτῆς ἀποφάσεων τῆς Εὐρώπης. Διὰ τοῦτο μετὰ τὴν ἐπιστροφὴν τῆς Κρητικῆς ἐπιτροπῆς τὴν ἐζητήσαμεν νὰ ἴδωμεν καὶ χωριστὰ ἕνα ἕκαστον τῶν ὁπλαρχηγῶν, ὅπως ἀναλυτικώτερον μάθωμεν τὰς σκέψεις ὅλων ἐπὶ τῆς ὑποψηφιότητος τοῦ πρίγκιπος Γεωργίου. [32, 643, 259, 1336]
signature: Ζ. Π. [1167, 1946, 1206, 1962]
subscription-value: » 8 [1216, 86, 1237, 101]
masthead-left-box [32, 56, 333, 187]
issue-date: ΑΘΗΝΑΙ, Σάββατον 17 Ἰανουαρίου 1898 [63, 237, 370, 255]
section-heading: Ο κ. ΝΙΚΟΔΟΥΔΗΣ [550, 567, 675, 583]
dialogue-line: — Καὶ τὶ εἶπε ; ... Ἐκεῖνο καὶ ἐξαίρω μὲ ὁμιλίαν τὴν ὑψηλὴ τὴν μεγαλειοτέραν ; [960, 1808, 1223, 1838]
subscription-value: » 10 [303, 86, 333, 101]
section-separator: X [1094, 1401, 1104, 1418]
